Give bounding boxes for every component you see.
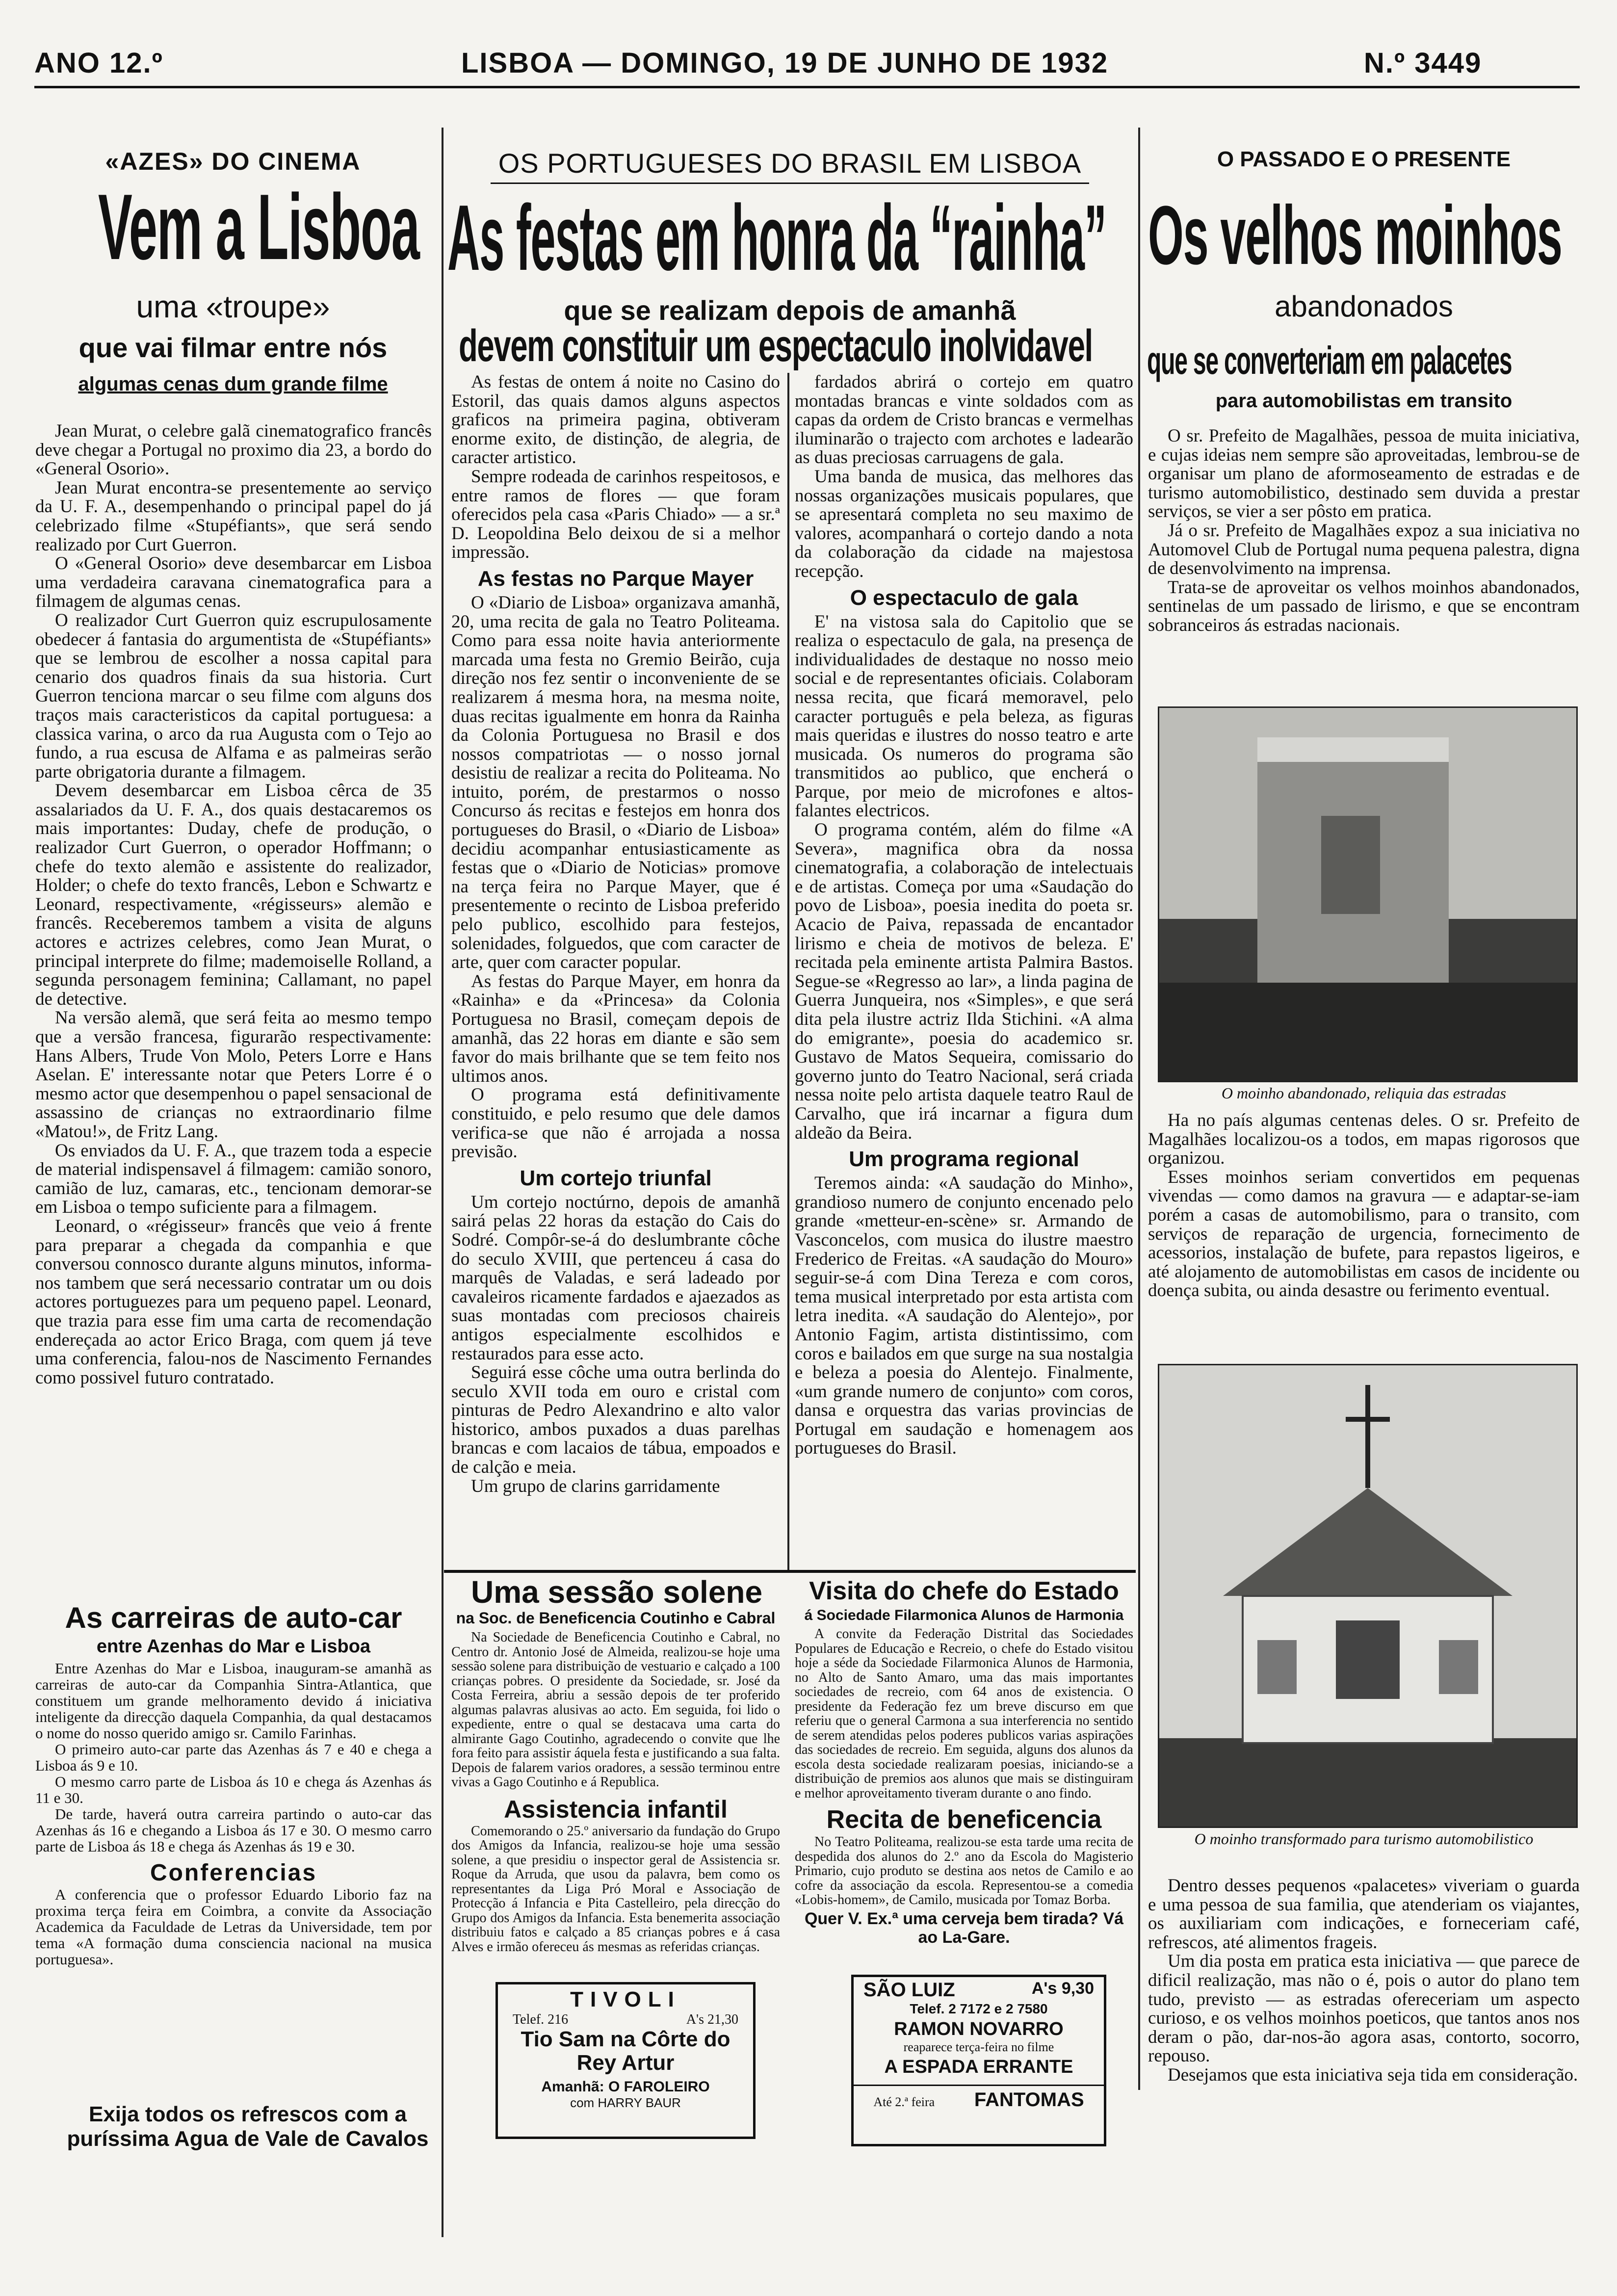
paragraph: De tarde, haverá outra carreira partindo o auto-car das Azenhas ás 16 e chegando a Lisboa ás 17 e 30. O mesmo carro parte de Lisboa ás 18 e chega ás Azenhas ás 19 e 30.	[35, 1805, 432, 1854]
cinema-article	[34, 147, 432, 395]
paragraph: Teremos ainda: «A saudação do Minho», grandioso numero de conjunto encenado pelo grande «metteur-en-scène» sr. Armando de Vasconcelos, com musica do ilustre maestro Frederico de Freitas. «A saudação do Mouro» seguir-se-á com Dina Tereza e com coros, tema musical interpretado por esta artista com letra inedita. «A saudação do Alentejo», por Antonio Fagim, artista distintissimo, com coros e bailados em que surge na sua nostalgia e beleza a poesia do Alentejo. Finalmente, «um grande numero de conjunto» com coros, dansa e orquestra das varias provincias de Portugal em saudação e homenagem aos portugueses do Brasil.	[795, 1173, 1133, 1459]
paragraph: Na versão alemã, que será feita ao mesmo tempo que a versão francesa, figurarão respectivamente: Hans Albers, Trude Von Molo, Peters Lorre e Hans Aselan. E' interessante notar que Peters Lorre é o mesmo actor que desempenhou o papel sensacional de assassino de crianças no extraordinario filme «Matou!», de Fritz Lang.	[35, 1008, 432, 1142]
article-subhead: que se converteriam em palacetes	[1147, 339, 1512, 382]
moinhos-middle	[1148, 1111, 1580, 1342]
article-headline: As carreiras de auto-car	[65, 1602, 402, 1634]
section-heading: As festas no Parque Mayer	[477, 566, 754, 591]
paragraph: O «Diario de Lisboa» organizava amanhã, 20, uma recita de gala no Teatro Politeama. Como para essa noite havia anteriormente marcada uma festa no Gremio Beirão, cuja direção nos fez sentir o inconveniente de se realizarem á mesma hora, na mesma noite, duas recitas igualmente em honra da Rainha da Colonia Portuguesa no Brasil e dos nossos compatriotas — o nosso jornal desistiu de realizar a recita do Politeama. No intuito, porém, de prestarmos o nosso Concurso ás recitas e festejos em honra dos portugueses do Brasil, o «Diario de Lisboa» decidiu acompanhar entusiasticamente as festas que o «Diario de Noticias» promove na terça feira no Parque Mayer, que é presentemente o recinto de Lisboa preferido pelo publico, escolhido para festejos, solenidades, folguedos, que com caracter de arte, quer com caracter popular.	[451, 592, 780, 973]
cinema-name: TIVOLI	[570, 1987, 681, 2011]
dateline: LISBOA — DOMINGO, 19 DE JUNHO DE 1932	[461, 47, 1109, 79]
article-headline: As festas em honra da “rainha”	[447, 189, 1106, 287]
paragraph: Um cortejo noctúrno, depois de amanhã sairá pelas 22 horas da estação do Cais do Sodré. Compôr-se-á do deslumbrante côche do seculo XVIII, que pertenceu á casa do marquês de Valadas, e será ladeado por cavaleiros ricamente fardados e ajaezados as suas montadas com preciosos chaireis antigos especialmente escolhidos e restaurados para esse acto.	[451, 1192, 780, 1364]
article-subhead: entre Azenhas do Mar e Lisboa	[96, 1636, 371, 1657]
cinema-phone: Telef. 216	[513, 2012, 569, 2027]
film-title: FANTOMAS	[974, 2089, 1084, 2111]
issue-year: ANO 12.º	[34, 47, 163, 79]
article-headline: Uma sessão solene	[471, 1575, 763, 1610]
paragraph: Esses moinhos seriam convertidos em pequenas vivendas — como damos na gravura — e adaptar-se-iam porém a casas de automobilismo, para o transito, com serviços de reparação de urgencia, fornecimento de acessorios, instalação de bufete, para repastos ligeiros, e até alojamento de automobilistas em casos de incidente ou doença subita, ou ainda desastre ou ferimento eventual.	[1148, 1167, 1580, 1301]
paragraph: Jean Murat, o celebre galã cinematografico francês deve chegar a Portugal no proximo dia 23, a bordo do «General Osorio».	[35, 422, 432, 479]
article-subhead: para automobilistas em transito	[1215, 390, 1513, 412]
paragraph: Na Sociedade de Beneficencia Coutinho e Cabral, no Centro dr. Antonio José de Almeida, realizou-se hoje uma sessão solene para distribuição de vestuario e calçado a 100 crianças pobres. O presidente da Sociedade, sr. José da Costa Ferreira, abriu a sessão depois de ter proferido algumas palavras alusivas ao acto. Em seguida, foi lido o expediente, entre o qual se destacava uma carta do almirante Gago Coutinho, agradecendo o convite que lhe fora feito para assistir áquela festa e justificando a sua falta. Depois de falarem varios oradores, a sessão terminou entre vivas a Gago Coutinho e á Republica.	[451, 1630, 780, 1790]
headline-wrap	[1143, 189, 1585, 282]
article-headline: Visita do chefe do Estado	[809, 1577, 1119, 1605]
cinema-phone: Telef. 2 7172 e 2 7580	[910, 2001, 1048, 2016]
paragraph: Seguirá esse côche uma outra berlinda do seculo XVII toda em ouro e cristal com pinturas de Pedro Alexandrino e alto valor historico, ambos puxados a duas parelhas brancas e com lacaios de tábua, empoados e de calção e meia.	[451, 1362, 780, 1478]
cinema-name: SÃO LUIZ	[863, 1979, 955, 2001]
film-title: A ESPADA ERRANTE	[884, 2057, 1073, 2077]
section-heading: Um programa regional	[849, 1147, 1079, 1172]
paragraph: O sr. Prefeito de Magalhães, pessoa de muita iniciativa, e cujas ideias nem sempre são aproveitadas, lembrou-se de organisar um plano de aformoseamento de estradas e de turismo automobilistico, destinado sem duvida a prestar serviços, se vier a ser pôsto em pratica.	[1148, 427, 1580, 522]
subhead-wrap	[1143, 339, 1585, 383]
paragraph: O programa contém, além do filme «A Severa», magnifica obra da nossa cinematografia, a colaboração de intelectuais e de artistas. Começa por uma «Saudação do povo de Lisboa», poesia inedita do poeta sr. Acacio de Paiva, repassada de encantador lirismo e cheia de motivos de beleza. E' recitada pela eminente artista Palmira Bastos. Segue-se «Regresso ao lar», a linda pagina de Guerra Junqueira, nos «Simples», e que será dita pela ilustre actriz Ilda Stichini. «A alma do emigrante», poesia do academico sr. Gustavo de Matos Sequeira, comissario do governo junto do Teatro Nacional, será criada nessa noite pelo artista daquele teatro Raul de Carvalho, que irá incarnar a figura dum aldeão da Beira.	[795, 820, 1133, 1143]
next-film: Amanhã: O FAROLEIRO	[541, 2079, 710, 2095]
article-subhead: que se realizam depois de amanhã	[564, 295, 1016, 326]
photo-abandoned-windmill	[1158, 706, 1578, 1082]
article-headline: Recita de beneficencia	[826, 1805, 1102, 1834]
cinema-article-body	[35, 422, 432, 1594]
film-title: Tio Sam na Côrte do Rey Artur	[521, 2027, 730, 2075]
paragraph: Um dia posta em pratica esta iniciativa — que parece de dificil realização, mas não o é, pois o autor do plano tem tudo, previsto — as estradas ofereceriam um aspecto curioso, e os velhos moinhos poeticos, que tantos anos nos deram o pão, dar-nos-ão agora asas, contorto, socorro, repouso.	[1148, 1951, 1580, 2066]
masthead-rule	[34, 86, 1580, 88]
issue-number: N.º 3449	[1364, 47, 1482, 79]
next-film-star: com HARRY BAUR	[570, 2095, 681, 2110]
paragraph: A convite da Federação Distrital das Sociedades Populares de Educação e Recreio, o chefe do Estado visitou hoje a séde da Sociedade Filarmonica Alunos de Harmonia, no Alto de Santo Amaro, uma das mais importantes sociedades de recreio, com 64 anos de existencia. O presidente da Federação fez um breve discurso em que referiu que o general Carmona a sua interferencia no sentido de serem atendidas pelos poderes publicos varias aspirações das sociedades de recreio. Em seguida, alguns dos alunos da escola desta sociedade realizaram poesias, iniciando-se a distribuição de premios aos alunos que mais se distinguiram e melhor aproveitamento tiveram durante o ano findo.	[795, 1627, 1133, 1800]
photo-caption: O moinho abandonado, reliquia das estradas	[1221, 1084, 1507, 1102]
section-rule	[444, 1570, 1136, 1573]
paragraph: E' na vistosa sala do Capitolio que se realiza o espectaculo de gala, na presença de individualidades de destaque no nosso meio social e de representantes oficiais. Colaboram nessa recita, que ficará memoravel, pelo caracter português e pela beleza, as figuras mais queridas e ilustres do nosso teatro e arte musicada. Os numeros do programa são transmitidos ao publico, que encherá o Parque, por meio de microfones e altos-falantes electricos.	[795, 611, 1133, 821]
article-headline: Conferencias	[150, 1860, 317, 1886]
article-headline: Vem a Lisboa	[98, 181, 419, 274]
article-subhead: abandonados	[1275, 290, 1453, 323]
kicker-rule	[491, 183, 1089, 184]
paragraph: As festas de ontem á noite no Casino do Estoril, das quais damos alguns aspectos graficos na primeira pagina, obtiveram enorme exito, de distinção, de alegria, de caracter artistico.	[451, 373, 780, 468]
section-heading: Um cortejo triunfal	[520, 1166, 712, 1190]
article-subhead: na Soc. de Beneficencia Coutinho e Cabral	[456, 1609, 776, 1627]
paragraph: O «General Osorio» deve desembarcar em Lisboa uma verdadeira caravana cinematografica para a filmagem de algumas cenas.	[35, 553, 432, 612]
paragraph: A conferencia que o professor Eduardo Liborio faz na proxima terça feira em Coimbra, a convite da Associação Academica da Faculdade de Letras da Universidade, tem por tema «A formação duma consciencia nacional na musica portuguesa».	[35, 1886, 432, 1967]
article-subhead: uma «troupe»	[136, 289, 330, 324]
paragraph: Leonard, o «régisseur» francês que veio á frente para preparar a chegada da companhia e que conversou connosco durante alguns minutos, informa-nos tambem que será necessario contratar um ou dois actores portuguezes para um pequeno papel. Leonard, que trazia para esse fim uma carta de recomendação endereçada ao actor Erico Braga, com quem já teve uma conferencia, falou-nos de Nascimento Fernandes como possivel futuro contratado.	[35, 1216, 432, 1388]
paragraph: Desejamos que esta iniciativa seja tida em consideração.	[1168, 2064, 1578, 2085]
paragraph: O primeiro auto-car parte das Azenhas ás 7 e 40 e chega a Lisboa ás 9 e 10.	[35, 1741, 432, 1774]
paragraph: No Teatro Politeama, realizou-se esta tarde uma recita de despedida dos alunos do 2.º ano da Escola do Magisterio Primario, cujo produto se destina aos netos de Camilo e ao cofre da associação da escola. Representou-se a comedia «Lobis-homem», de Camilo, musicada por Tomaz Borba.	[795, 1835, 1133, 1907]
film-star: RAMON NOVARRO	[894, 2019, 1064, 2039]
paragraph: Jean Murat encontra-se presentemente ao serviço da U. F. A., desempenhando o principal papel do já celebrizado filme «Stupéfiants», que será sendo realizado por Curt Guerron.	[35, 477, 432, 555]
advert-agua-vale-de-cavalos: Exija todos os refrescos com a puríssima Agua de Vale de Cavalos	[67, 2102, 429, 2151]
paragraph: Trata-se de aproveitar os velhos moinhos abandonados, sentinelas de um passado de lirismo, e que se encontram sobranceiros ás estradas nacionais.	[1148, 577, 1580, 635]
paragraph: O programa está definitivamente constituido, e pelo resumo que dele damos verifica-se que não é arrojada a nossa previsão.	[451, 1085, 780, 1162]
column-divider	[787, 373, 789, 1570]
article-kicker: «AZES» DO CINEMA	[105, 148, 361, 175]
paragraph: Ha no país algumas centenas deles. O sr. Prefeito de Magalhães localizou-os a todos, em mapas rigorosos que organizou.	[1148, 1111, 1580, 1169]
moinhos-intro	[1148, 427, 1580, 689]
article-subhead: algumas cenas dum grande filme	[78, 373, 388, 395]
article-headline: Os velhos moinhos	[1148, 189, 1562, 282]
section-heading: O espectaculo de gala	[850, 585, 1078, 610]
paragraph: Sempre rodeada de carinhos respeitosos, e entre ramos de flores — que foram oferecidos pela casa «Paris Chiado» — a sr.ª D. Leopoldina Belo deixou de si a melhor impressão.	[451, 466, 780, 563]
paragraph: Um grupo de clarins garridamente	[471, 1476, 720, 1496]
column-divider	[442, 128, 443, 2237]
sessao-solene-article	[451, 1575, 780, 1957]
film-until: Até 2.ª feira	[873, 2095, 935, 2109]
paragraph: O realizador Curt Guerron quiz escrupulosamente obedecer á fantasia do argumentista de «Stupéfiants» que se lembrou de escolher a nossa capital para cenario dos quadros finais da sua historia. Curt Guerron tenciona marcar o seu filme com alguns dos traços mais caracteristicos da capital portuguesa: a classica varina, o arco da rua Augusta com o Tejo ao fundo, a rua escusa de Alfama e as palmeiras serão parte obrigatoria durante a filmagem.	[35, 610, 432, 782]
visita-article	[795, 1575, 1133, 1967]
advert-tivoli	[496, 1982, 756, 2139]
paragraph: Dentro desses pequenos «palacetes» viveriam o guarda e uma pessoa de sua familia, que atenderiam os viajantes, os auxiliariam com indicações, e forneceriam café, refrescos, até alimentos frageis.	[1148, 1877, 1580, 1953]
windmill-house-illustration	[1159, 1365, 1576, 1826]
autocar-article	[35, 1602, 432, 2097]
paragraph: As festas do Parque Mayer, em honra da «Rainha» e da «Princesa» da Colonia Portuguesa no Brasil, começam depois de amanhã, das 22 horas em diante e são sem favor do mais brilhante que se tem feito nos ultimos anos.	[451, 971, 780, 1086]
article-kicker: OS PORTUGUESES DO BRASIL EM LISBOA	[498, 148, 1082, 179]
headline-wrap	[442, 189, 1138, 287]
subhead-wrap	[449, 321, 1136, 370]
show-time: A's 21,30	[686, 2012, 738, 2027]
article-subhead: que vai filmar entre nós	[78, 332, 388, 363]
festas-right-column	[795, 373, 1133, 1570]
article-headline: Assistencia infantil	[504, 1795, 728, 1823]
festas-left-column	[451, 373, 780, 1570]
paragraph: Já o sr. Prefeito de Magalhães expoz a sua iniciativa no Automovel Club de Portugal numa pequena palestra, digna de desenvolvimento na imprensa.	[1148, 520, 1580, 579]
paragraph: Entre Azenhas do Mar e Lisboa, inauguram-se amanhã as carreiras de auto-car da Companhia Sintra-Atlantica, que constituem um grande melhoramento devido á iniciativa inteligente da direcção daquela Companhia, da qual destacamos o nome do nosso querido amigo sr. Camilo Farinhas.	[35, 1660, 432, 1742]
article-kicker: O PASSADO E O PRESENTE	[1217, 147, 1511, 171]
film-note: reaparece terça-feira no filme	[903, 2040, 1054, 2054]
paragraph: Comemorando o 25.º aniversario da fundação do Grupo dos Amigos da Infancia, realizou-se hoje uma sessão solene, a que presidiu o inspector geral de Assistencia sr. Roque da Arruda, que usou da palavra, bem como os representantes da Liga Pró Moral e Associação de Protecção á Infancia e Pita Castelleiro, pela direcção do Grupo dos Amigos da Infancia. Esta benemerita associação distribuiu fatos e calçado a 85 crianças pobres e á casa Alves e irmão ofereceu ás mesmas as referidas crianças.	[451, 1824, 780, 1954]
paragraph: Devem desembarcar em Lisboa cêrca de 35 assalariados da U. F. A., dos quais destacaremos os mais importantes: Duday, chefe de produção, o realizador Curt Guerron, o operador Hoffmann; o chefe do texto alemão e assistente do realizador, Holder; o chefe do texto francês, Lebon e Schwartz e Leonard, respectivamente, «régisseurs» alemão e francês. Receberemos tambem a visita de alguns actores e actrizes celebres, como Jean Murat, o principal interprete do filme; mademoiselle Rolland, a segunda personagem feminina; Callamant, no papel de detective.	[35, 781, 432, 1009]
paragraph: Uma banda de musica, das melhores das nossas organizações musicais populares, que se apresentará completa no seu maximo de valores, acompanhará o cortejo dando a nota da colaboração da cidade na majestosa recepção.	[795, 466, 1133, 581]
column-divider	[1138, 128, 1140, 2090]
show-time: A's 9,30	[1031, 1979, 1094, 1998]
advert-sao-luiz	[851, 1975, 1106, 2146]
article-subhead: devem constituir um espectaculo inolvidavel	[459, 321, 1093, 370]
paragraph: Os enviados da U. F. A., que trazem toda a especie de material indispensavel á filmagem: camião sonoro, camião de luz, camaras, etc., tencionam demorar-se em Lisboa o tempo suficiente para a filmagem.	[35, 1140, 432, 1218]
photo-caption: O moinho transformado para turismo automobilistico	[1194, 1830, 1534, 1848]
moinhos-end	[1148, 1877, 1580, 2141]
article-subhead: á Sociedade Filarmonica Alunos de Harmonia	[804, 1607, 1124, 1623]
photo-transformed-windmill	[1158, 1364, 1578, 1828]
advert-la-gare: Quer V. Ex.ª uma cerveja bem tirada? Vá ao La-Gare.	[804, 1909, 1124, 1947]
windmill-ruin-illustration	[1159, 708, 1576, 1081]
paragraph: fardados abrirá o cortejo em quatro montadas brancas e vinte soldados com as capas da ordem de Cristo brancas e vermelhas iluminarão o trajecto com archotes e ladearão as duas preciosas carruagens de gala.	[795, 373, 1133, 468]
paragraph: O mesmo carro parte de Lisboa ás 10 e chega ás Azenhas ás 11 e 30.	[35, 1773, 432, 1806]
